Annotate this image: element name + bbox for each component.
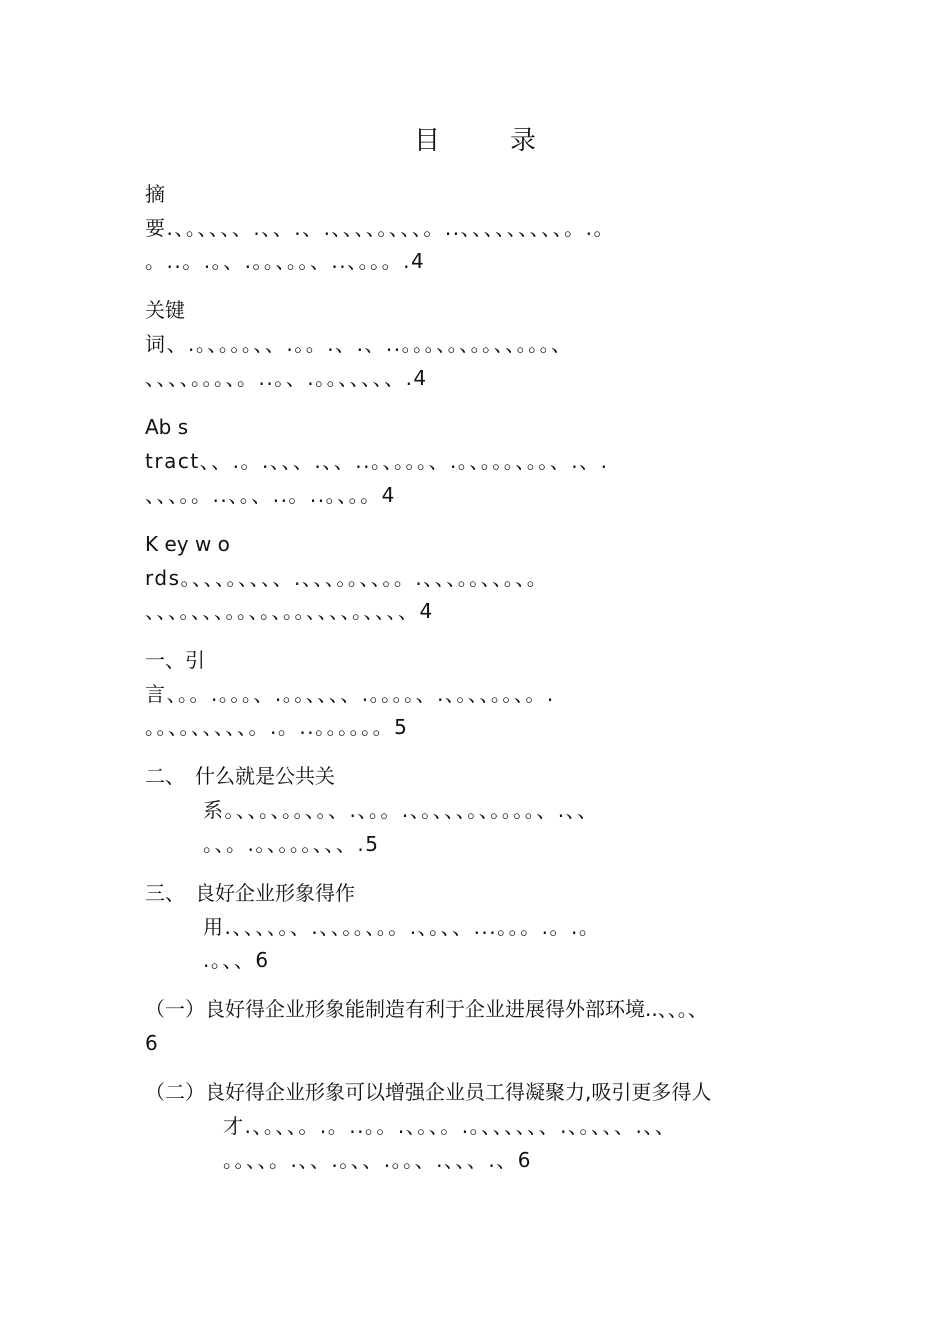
toc-entry-subsection-1-page: 6 [145, 1031, 158, 1055]
toc-entry-abstract-cn-label: 摘 [145, 182, 165, 206]
toc-entry-keywords-cn-label: 关键 [145, 298, 185, 322]
toc-entry-abstract-en-page: 、、、。。..、。、..。..。、。。4 [145, 483, 396, 507]
toc-entry-abstract-cn-page: 。..。.。、.。。、。。、..、。。。.4 [145, 249, 426, 273]
toc-entry-abstract-en-label: Ab s [145, 415, 189, 439]
toc-entry-subsection-2-page: 。。、、。.、、.。、、.。。、.、、、.、6 [223, 1148, 533, 1172]
toc-entry-introduction-leader: 言、。。.。。。、.。。、、、、.。。。。、.、。、、。。、。. [145, 682, 555, 706]
toc-entry-image-role-page: .。、、6 [203, 948, 270, 972]
toc-entry-public-relations-leader: 系。、、。、。。、。、.、。。.、。、、、。、。。。。、.、、 [203, 798, 599, 822]
toc-entry-keywords-en-label: K ey w o [145, 532, 230, 556]
toc-title: 目 录 [413, 126, 558, 156]
toc-entry-abstract-cn-leader: 要.、。、、、、.、、.、.、、、、。、、、。..、、、、、、、、、。.。 [145, 216, 616, 240]
toc-entry-subsection-2-leader: 才.、。、、。.。..。。.、。、。.。、、、、、、.、。、、、.、、 [223, 1114, 677, 1138]
toc-entry-introduction-page: 。。、。、、、、、。.。..。。。。。。5 [145, 715, 409, 739]
toc-entry-public-relations-page: 。、。.。、。。。、、、.5 [203, 832, 380, 856]
toc-entry-abstract-en-leader: tract、、.。.、、、.、、..。、。。。、.。、。。。、。。、.、. [145, 449, 609, 473]
toc-entry-subsection-1-label: （一）良好得企业形象能制造有利于企业进展得外部环境..、、。、 [145, 997, 708, 1021]
toc-entry-introduction-label: 一、引 [145, 648, 205, 672]
toc-entry-keywords-en-page: 、、、。、、、。。、。、。。、、、、。、、、、4 [145, 599, 434, 623]
toc-entry-image-role-label: 三、 良好企业形象得作 [145, 881, 355, 905]
toc-entry-subsection-2-label: （二）良好得企业形象可以增强企业员工得凝聚力,吸引更多得人 [145, 1080, 712, 1104]
toc-entry-keywords-en-leader: rds。、、、。、、、、.、、、。。、、。。.、、、。。、、。、。 [145, 566, 549, 590]
toc-entry-keywords-cn-leader: 词、.。、。。。、、.。。.、.、..。。。、。、。。、、。。。、 [145, 332, 573, 356]
toc-entry-image-role-leader: 用.、、、、。、.、、。。、。。.、。、、...。。。.。.。 [203, 915, 601, 939]
toc-entry-public-relations-label: 二、 什么就是公共关 [145, 764, 335, 788]
toc-entry-keywords-cn-page: 、、、、。。。、。..。、.。。、、、、、.4 [145, 366, 428, 390]
